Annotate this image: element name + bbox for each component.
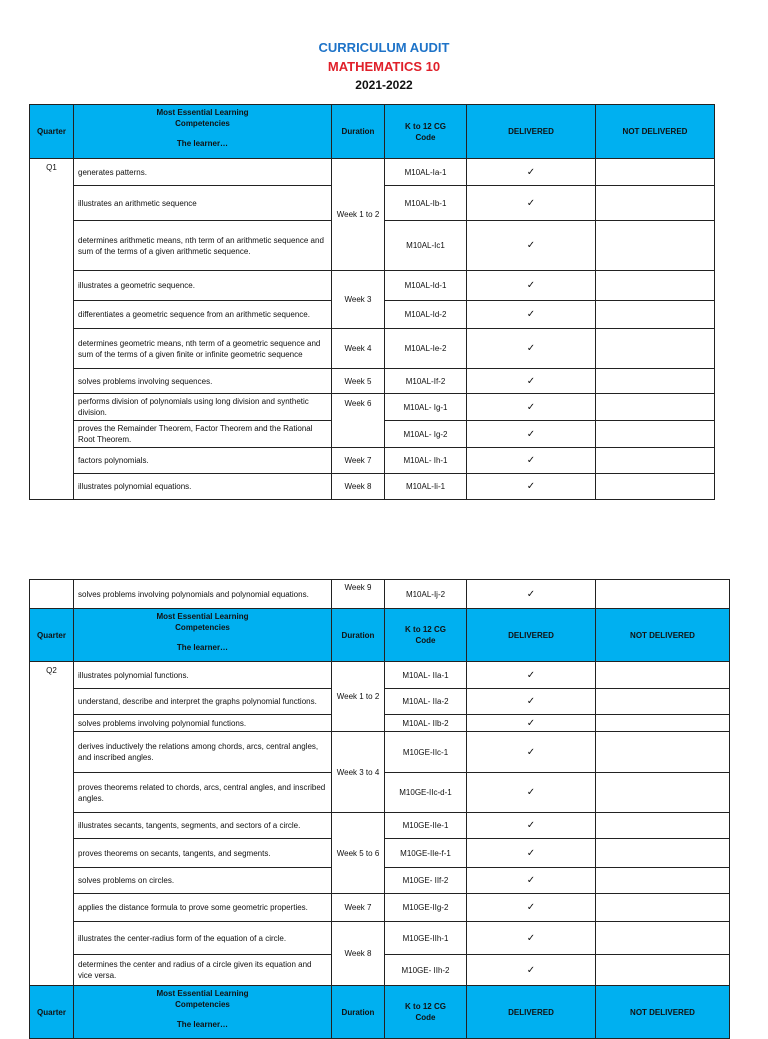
- table-row: [30, 580, 730, 609]
- not-delivered-cell[interactable]: [596, 922, 730, 955]
- header-quarter: Quarter: [30, 609, 74, 662]
- duration-cell: Week 6: [332, 394, 385, 421]
- not-delivered-cell[interactable]: [596, 221, 715, 271]
- delivered-check[interactable]: ✓: [467, 732, 596, 773]
- competency-cell: determines the center and radius of a circle given its equation and vice versa.: [74, 955, 332, 986]
- delivered-check[interactable]: ✓: [467, 922, 596, 955]
- competency-cell: derives inductively the relations among chords, arcs, central angles, and inscribed angles.: [74, 732, 332, 773]
- table-header-row: [30, 986, 730, 1039]
- duration-cell: Week 7: [332, 448, 385, 474]
- table-row: [30, 813, 730, 839]
- competency-cell: illustrates secants, tangents, segments, and sectors of a circle.: [74, 813, 332, 839]
- code-cell: M10AL- IIb-2: [385, 715, 467, 732]
- table-row: [30, 329, 715, 369]
- delivered-check[interactable]: ✓: [467, 773, 596, 813]
- competency-cell: illustrates a geometric sequence.: [74, 271, 332, 301]
- code-cell: M10GE- IIh-2: [385, 955, 467, 986]
- not-delivered-cell[interactable]: [596, 894, 730, 922]
- duration-cell: Week 3: [332, 271, 385, 329]
- delivered-check[interactable]: ✓: [467, 221, 596, 271]
- not-delivered-cell[interactable]: [596, 271, 715, 301]
- table-row: [30, 474, 715, 500]
- competency-cell: solves problems on circles.: [74, 868, 332, 894]
- competency-cell: solves problems involving sequences.: [74, 369, 332, 394]
- delivered-check[interactable]: ✓: [467, 186, 596, 221]
- competency-cell: illustrates polynomial equations.: [74, 474, 332, 500]
- header-quarter: Quarter: [30, 105, 74, 159]
- competency-cell: illustrates an arithmetic sequence: [74, 186, 332, 221]
- header-not-delivered: NOT DELIVERED: [596, 986, 730, 1039]
- duration-cell: Week 8: [332, 474, 385, 500]
- not-delivered-cell[interactable]: [596, 868, 730, 894]
- header-competencies: Most Essential Learning Competencies The learner…: [74, 986, 332, 1039]
- duration-cell: Week 5: [332, 369, 385, 394]
- table-row: [30, 894, 730, 922]
- header-competencies: Most Essential Learning Competencies The learner…: [74, 105, 332, 159]
- header-code: K to 12 CG Code: [385, 105, 467, 159]
- quarter-cell: Q1: [30, 159, 74, 500]
- competency-cell: proves theorems on secants, tangents, and segments.: [74, 839, 332, 868]
- delivered-check[interactable]: ✓: [467, 369, 596, 394]
- table-row: [30, 369, 715, 394]
- competency-cell: proves the Remainder Theorem, Factor Theorem and the Rational Root Theorem.: [74, 421, 332, 448]
- code-cell: M10GE-IIc-d-1: [385, 773, 467, 813]
- delivered-check[interactable]: ✓: [467, 689, 596, 715]
- competency-cell: understand, describe and interpret the graphs polynomial functions.: [74, 689, 332, 715]
- not-delivered-cell[interactable]: [596, 474, 715, 500]
- competency-cell: illustrates polynomial functions.: [74, 662, 332, 689]
- duration-cell: Week 8: [332, 922, 385, 986]
- competency-cell: proves theorems related to chords, arcs, central angles, and inscribed angles.: [74, 773, 332, 813]
- delivered-check[interactable]: ✓: [467, 662, 596, 689]
- header-not-delivered: NOT DELIVERED: [596, 105, 715, 159]
- not-delivered-cell[interactable]: [596, 329, 715, 369]
- not-delivered-cell[interactable]: [596, 732, 730, 773]
- table-header-row: [30, 609, 730, 662]
- table-header-row: [30, 105, 715, 159]
- code-cell: M10AL-Id-2: [385, 301, 467, 329]
- competency-cell: determines geometric means, nth term of a geometric sequence and sum of the terms of a given finite or infinite geometric sequence: [74, 329, 332, 369]
- table-row: [30, 448, 715, 474]
- code-cell: M10GE-IIh-1: [385, 922, 467, 955]
- delivered-check[interactable]: ✓: [467, 715, 596, 732]
- not-delivered-cell[interactable]: [596, 186, 715, 221]
- not-delivered-cell[interactable]: [596, 580, 730, 609]
- code-cell: M10GE-IIe-1: [385, 813, 467, 839]
- header-delivered: DELIVERED: [467, 105, 596, 159]
- competency-cell: illustrates the center-radius form of the equation of a circle.: [74, 922, 332, 955]
- delivered-check[interactable]: ✓: [467, 813, 596, 839]
- header-competencies: Most Essential Learning Competencies The learner…: [74, 609, 332, 662]
- header-delivered: DELIVERED: [467, 986, 596, 1039]
- competency-cell: differentiates a geometric sequence from an arithmetic sequence.: [74, 301, 332, 329]
- duration-cell: Week 3 to 4: [332, 732, 385, 813]
- code-cell: M10AL-Ia-1: [385, 159, 467, 186]
- header-delivered: DELIVERED: [467, 609, 596, 662]
- duration-cell: Week 5 to 6: [332, 813, 385, 894]
- not-delivered-cell[interactable]: [596, 955, 730, 986]
- code-cell: M10AL- IIa-1: [385, 662, 467, 689]
- not-delivered-cell[interactable]: [596, 773, 730, 813]
- duration-cell: Week 1 to 2: [332, 662, 385, 732]
- duration-cell: Week 1 to 2: [332, 159, 385, 271]
- competency-cell: factors polynomials.: [74, 448, 332, 474]
- duration-empty-cell: [332, 421, 385, 448]
- code-cell: M10AL-Ib-1: [385, 186, 467, 221]
- code-cell: M10AL-If-2: [385, 369, 467, 394]
- header-duration: Duration: [332, 986, 385, 1039]
- code-cell: M10AL- Ig-2: [385, 421, 467, 448]
- duration-cell: Week 9: [332, 580, 385, 609]
- competency-cell: determines arithmetic means, nth term of an arithmetic sequence and sum of the terms of a given arithmetic sequence.: [74, 221, 332, 271]
- q2-table: [29, 579, 730, 1039]
- competency-cell: applies the distance formula to prove some geometric properties.: [74, 894, 332, 922]
- delivered-check[interactable]: ✓: [467, 301, 596, 329]
- competency-cell: solves problems involving polynomials and polynomial equations.: [74, 580, 332, 609]
- header-code: K to 12 CG Code: [385, 986, 467, 1039]
- not-delivered-cell[interactable]: [596, 813, 730, 839]
- delivered-check[interactable]: ✓: [467, 955, 596, 986]
- table-row: [30, 394, 715, 421]
- not-delivered-cell[interactable]: [596, 689, 730, 715]
- competency-cell: performs division of polynomials using long division and synthetic division.: [74, 394, 332, 421]
- not-delivered-cell[interactable]: [596, 159, 715, 186]
- delivered-check[interactable]: ✓: [467, 868, 596, 894]
- not-delivered-cell[interactable]: [596, 421, 715, 448]
- doc-title: CURRICULUM AUDIT: [318, 40, 450, 55]
- delivered-check[interactable]: ✓: [467, 159, 596, 186]
- competency-cell: generates patterns.: [74, 159, 332, 186]
- not-delivered-cell[interactable]: [596, 394, 715, 421]
- delivered-check[interactable]: ✓: [467, 580, 596, 609]
- code-cell: M10AL-Id-1: [385, 271, 467, 301]
- header-quarter: Quarter: [30, 986, 74, 1039]
- school-year: 2021-2022: [355, 78, 413, 92]
- code-cell: M10AL- IIa-2: [385, 689, 467, 715]
- table-row: [30, 159, 715, 186]
- duration-cell: Week 4: [332, 329, 385, 369]
- not-delivered-cell[interactable]: [596, 662, 730, 689]
- delivered-check[interactable]: ✓: [467, 421, 596, 448]
- table-row: [30, 922, 730, 955]
- code-cell: M10AL-Ie-2: [385, 329, 467, 369]
- code-cell: M10AL- Ig-1: [385, 394, 467, 421]
- not-delivered-cell[interactable]: [596, 369, 715, 394]
- not-delivered-cell[interactable]: [596, 448, 715, 474]
- delivered-check[interactable]: ✓: [467, 839, 596, 868]
- code-cell: M10AL- Ih-1: [385, 448, 467, 474]
- code-cell: M10GE-IIe-f-1: [385, 839, 467, 868]
- code-cell: M10GE-IIg-2: [385, 894, 467, 922]
- table-row: [30, 421, 715, 448]
- duration-cell: Week 7: [332, 894, 385, 922]
- delivered-check[interactable]: ✓: [467, 394, 596, 421]
- table-row: [30, 271, 715, 301]
- header-duration: Duration: [332, 609, 385, 662]
- delivered-check[interactable]: ✓: [467, 448, 596, 474]
- doc-subtitle: MATHEMATICS 10: [327, 59, 441, 74]
- competency-cell: solves problems involving polynomial functions.: [74, 715, 332, 732]
- code-cell: M10GE- IIf-2: [385, 868, 467, 894]
- header-code: K to 12 CG Code: [385, 609, 467, 662]
- quarter-cell: Q2: [30, 662, 74, 986]
- delivered-check[interactable]: ✓: [467, 329, 596, 369]
- not-delivered-cell[interactable]: [596, 715, 730, 732]
- header-duration: Duration: [332, 105, 385, 159]
- table-row: [30, 732, 730, 773]
- q1-table: [29, 104, 715, 500]
- code-cell: M10GE-IIc-1: [385, 732, 467, 773]
- delivered-check[interactable]: ✓: [467, 474, 596, 500]
- table-row: [30, 662, 730, 689]
- quarter-cell: [30, 580, 74, 609]
- code-cell: M10AL-Ic1: [385, 221, 467, 271]
- delivered-check[interactable]: ✓: [467, 894, 596, 922]
- not-delivered-cell[interactable]: [596, 839, 730, 868]
- code-cell: M10AL-Ii-1: [385, 474, 467, 500]
- header-not-delivered: NOT DELIVERED: [596, 609, 730, 662]
- not-delivered-cell[interactable]: [596, 301, 715, 329]
- delivered-check[interactable]: ✓: [467, 271, 596, 301]
- code-cell: M10AL-Ij-2: [385, 580, 467, 609]
